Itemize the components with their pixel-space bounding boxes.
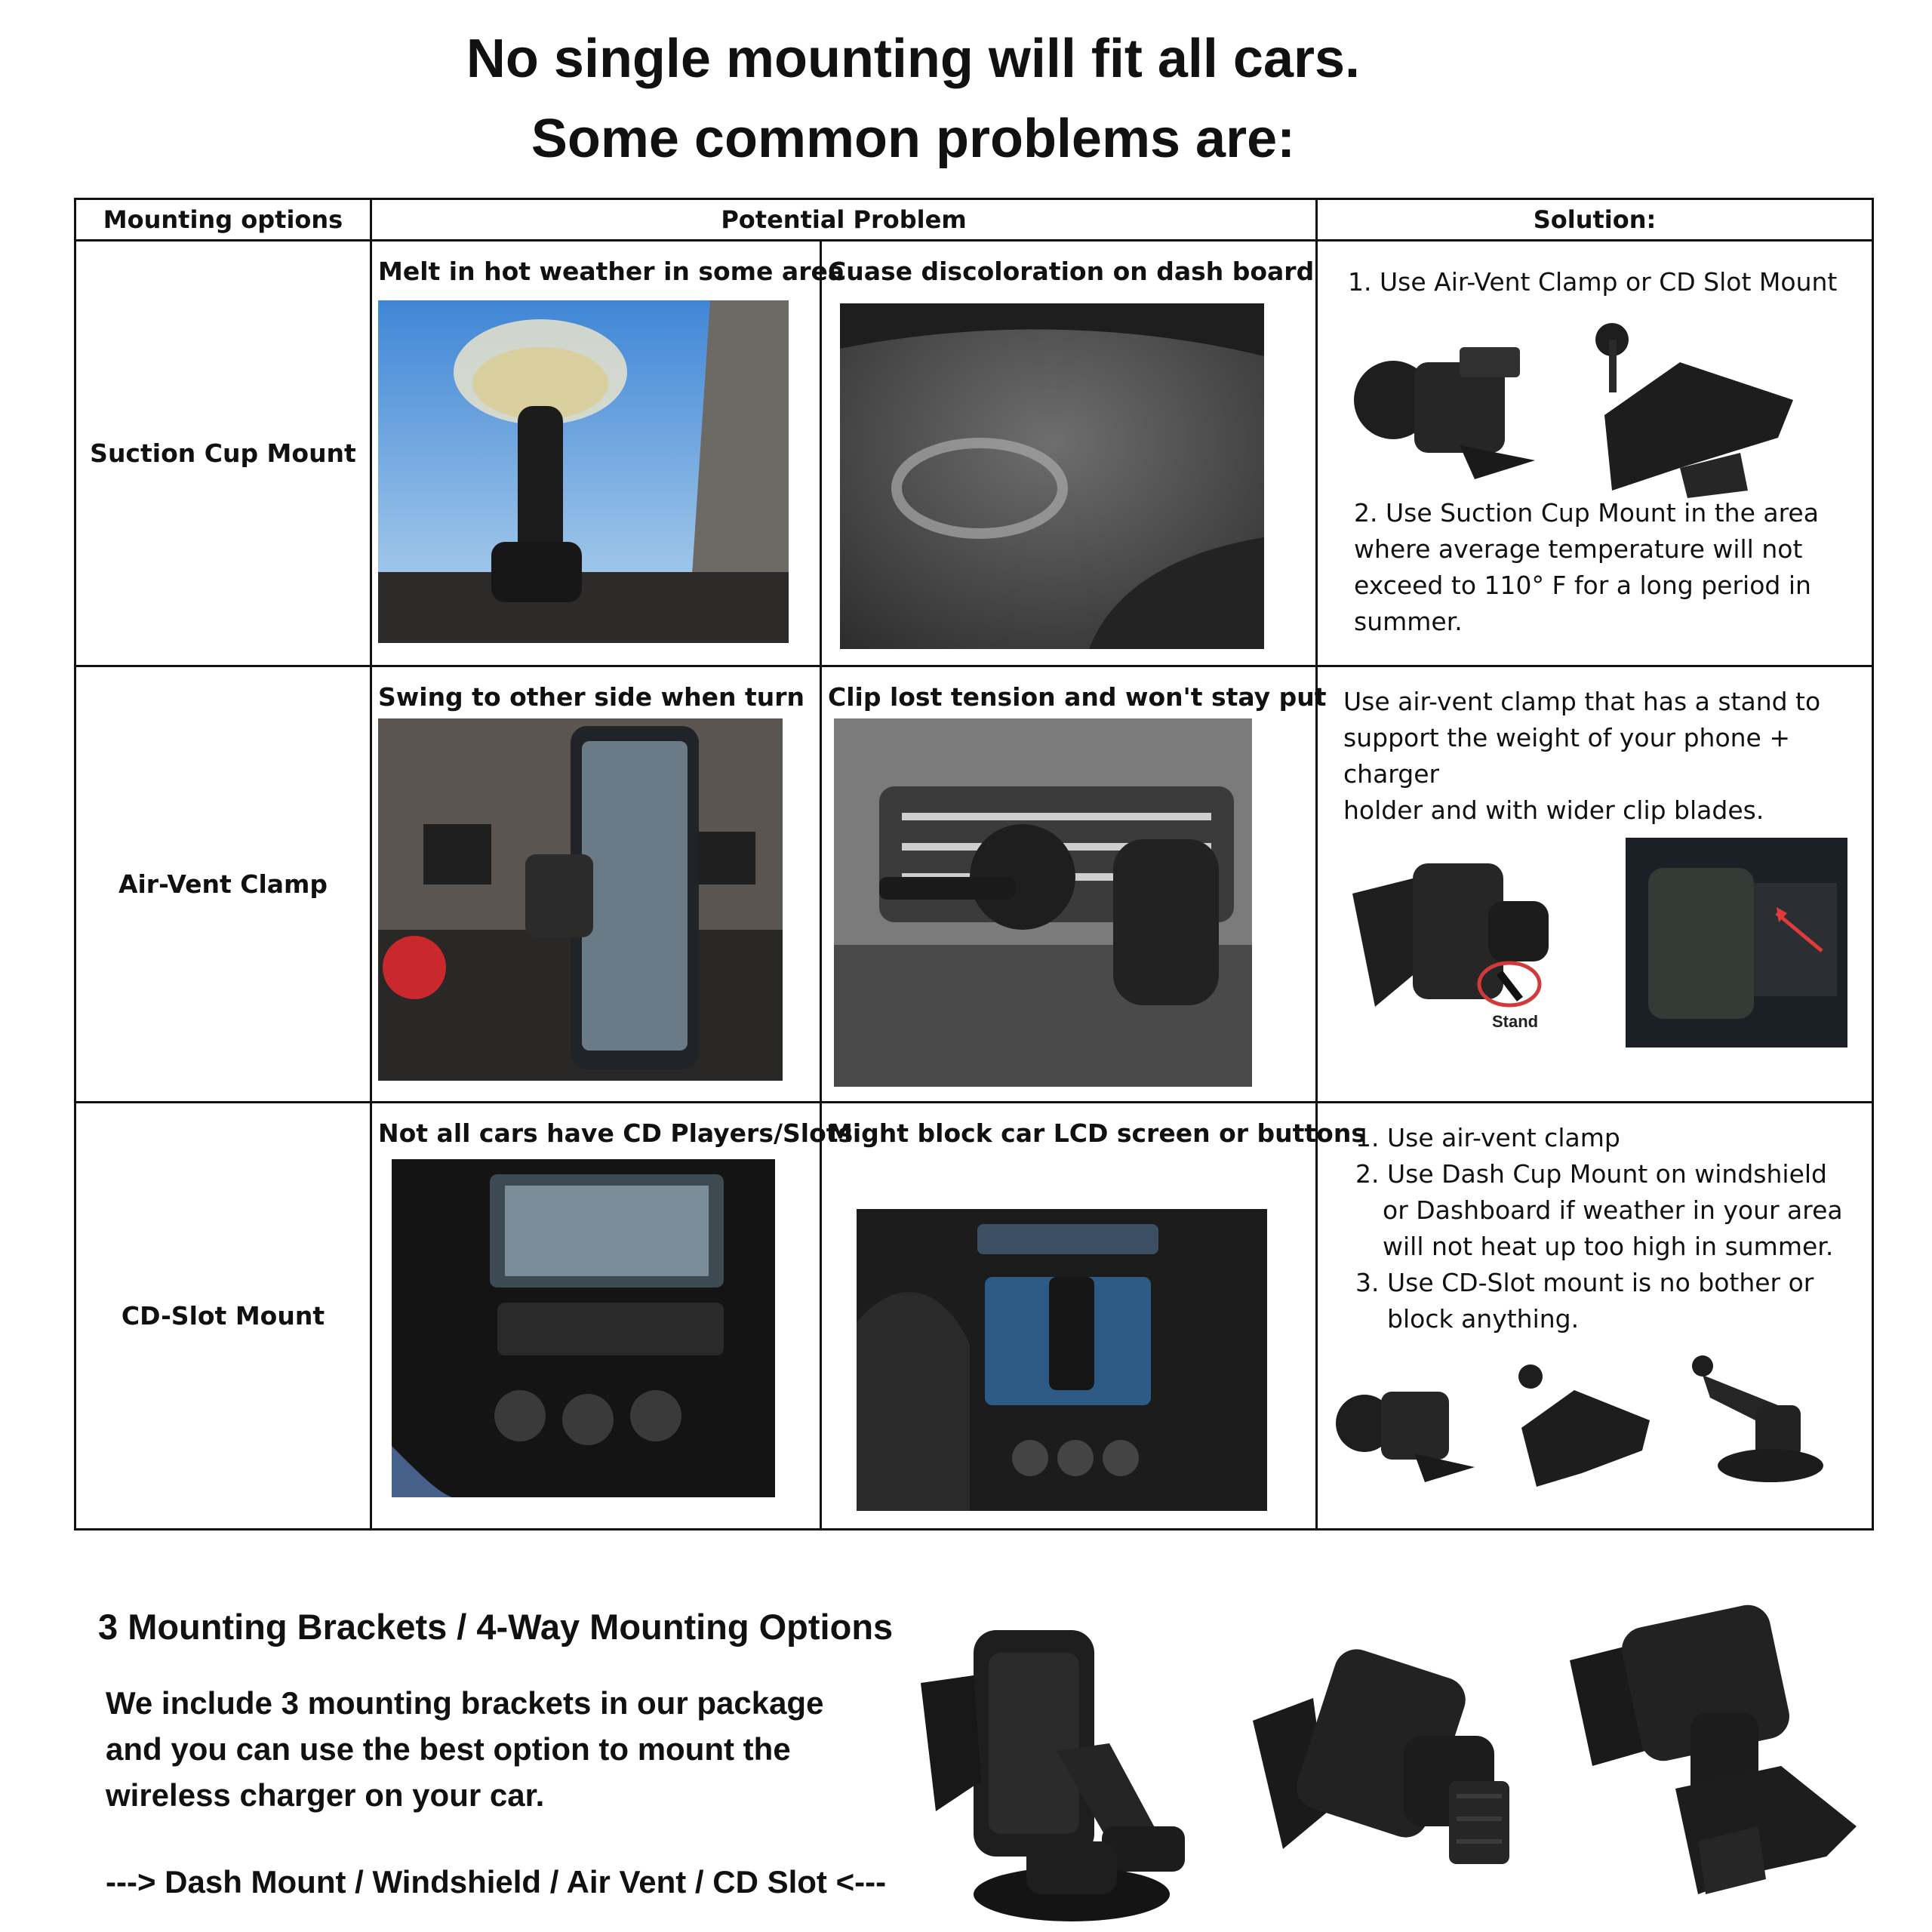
cell-solution-cd-slot: [1317, 1103, 1873, 1530]
cell-problem-discoloration: [821, 241, 1317, 666]
air-vent-clamp-icon: [1346, 332, 1543, 483]
option-suction-cup: Suction Cup Mount: [75, 241, 371, 666]
solution-suction-line-1: 1. Use Air-Vent Clamp or CD Slot Mount: [1348, 267, 1838, 297]
caption-melt: Melt in hot weather in some area: [378, 257, 845, 286]
brackets-description: We include 3 mounting brackets in our package and you can use the best option to mount the wireless charger on your car.: [106, 1685, 824, 1813]
suction-cup-mount-icon-small: [1687, 1352, 1838, 1488]
caption-block-screen: Might block car LCD screen or buttons: [828, 1118, 1366, 1148]
cell-problem-no-cd: [371, 1103, 854, 1530]
stand-in-car-photo: [1626, 838, 1847, 1048]
cell-problem-tension: [821, 666, 1327, 1103]
dash-windshield-mount-image: [921, 1615, 1208, 1924]
mounting-options-line: ---> Dash Mount / Windshield / Air Vent / CD Slot <---: [106, 1864, 887, 1900]
caption-swing: Swing to other side when turn: [378, 682, 805, 712]
cell-solution-suction: [1317, 241, 1873, 666]
solution-air-vent-text: Use air-vent clamp that has a stand to support the weight of your phone + charger holder and with wider clip blades.: [1343, 687, 1821, 825]
cd-slot-mount-image: [1562, 1600, 1864, 1902]
header-potential-problem: Potential Problem: [371, 199, 1317, 241]
cell-problem-block-screen: [821, 1103, 1366, 1530]
dashboard-discoloration-photo: [840, 303, 1264, 649]
header-solution: Solution:: [1317, 199, 1873, 241]
swinging-phone-photo: [378, 718, 783, 1081]
stand-label: Stand: [1492, 1012, 1539, 1029]
air-vent-mount-image: [1253, 1630, 1532, 1879]
cell-problem-melt: [371, 241, 845, 666]
cell-problem-swing: [371, 666, 821, 1103]
cell-solution-air-vent: [1317, 666, 1873, 1103]
car-without-cd-photo: [392, 1159, 775, 1497]
option-cd-slot: CD-Slot Mount: [75, 1103, 371, 1530]
cd-slot-mount-icon-small: [1514, 1360, 1657, 1488]
loose-clip-photo: [834, 718, 1252, 1087]
heading-line-1: No single mounting will fit all cars.: [466, 29, 1361, 89]
heading-line-2: Some common problems are:: [531, 109, 1296, 169]
caption-discoloration: Cuase discoloration on dash board: [828, 257, 1315, 286]
cd-slot-mount-icon: [1589, 317, 1801, 498]
melted-suction-cup-photo: [378, 300, 789, 643]
blocked-screen-photo: [857, 1209, 1267, 1511]
brackets-title: 3 Mounting Brackets / 4-Way Mounting Options: [98, 1607, 894, 1647]
air-vent-clamp-icon-small: [1331, 1363, 1482, 1484]
solution-cd-slot-text: 1. Use air-vent clamp 2. Use Dash Cup Mount on windshield or Dashboard if weather in your area will not heat up too high in summer. 3. Use CD-Slot mount is no bother or block anything.: [1355, 1123, 1843, 1334]
option-air-vent: Air-Vent Clamp: [75, 666, 371, 1103]
solution-suction-text-2: 2. Use Suction Cup Mount in the area where average temperature will not exceed to 110° F for a long period in summer.: [1354, 498, 1819, 636]
caption-tension: Clip lost tension and won't stay put: [828, 682, 1327, 712]
problems-table: [74, 198, 1874, 1531]
caption-no-cd: Not all cars have CD Players/Slots: [378, 1118, 854, 1148]
header-mounting-options: Mounting options: [75, 199, 371, 241]
air-vent-clamp-with-stand-icon: [1345, 848, 1571, 1029]
